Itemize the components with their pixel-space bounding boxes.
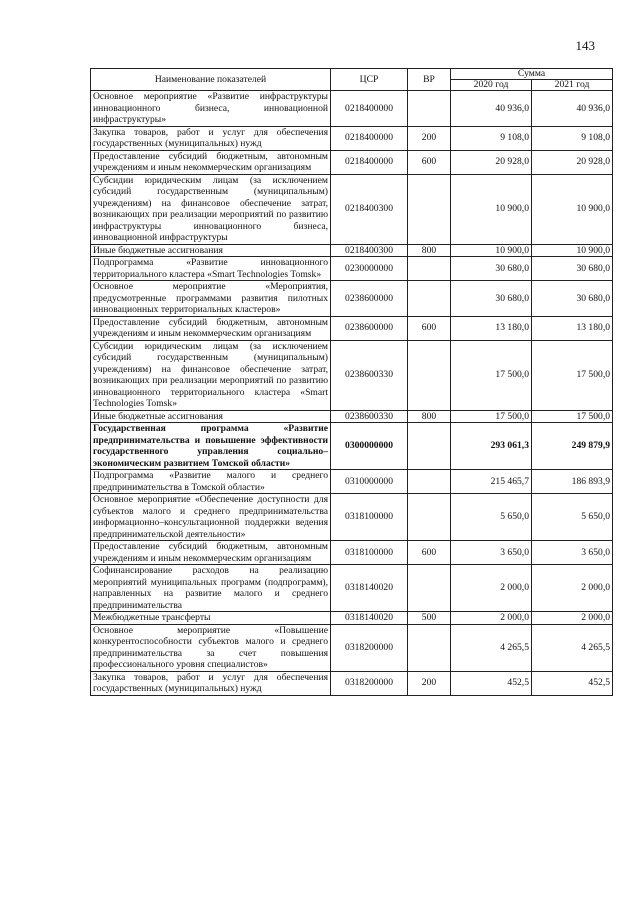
row-name-cell: Подпрограмма «Развитие малого и среднего предпринимательства в Томской области»: [91, 470, 331, 494]
row-csr-cell: 0318100000: [331, 541, 408, 565]
row-vr-cell: 800: [408, 410, 451, 423]
table-row: [91, 624, 613, 671]
row-name-cell: Закупка товаров, работ и услуг для обеспечения государственных (муниципальных) нужд: [91, 671, 331, 695]
row-vr-cell: 600: [408, 541, 451, 565]
page-number: 143: [575, 38, 595, 53]
row-name-cell: Подпрограмма «Развитие инновационного территориального кластера «Smart Technologies Tomsk»: [91, 257, 331, 281]
row-vr-cell: [408, 174, 451, 244]
table-body: [91, 91, 613, 696]
header-year-2021: 2021 год: [532, 80, 613, 91]
row-2020-cell: 17 500,0: [451, 410, 532, 423]
table-row: [91, 410, 613, 423]
row-vr-cell: 200: [408, 126, 451, 150]
table-row: [91, 541, 613, 565]
row-csr-cell: 0238600000: [331, 316, 408, 340]
row-2021-cell: 20 928,0: [532, 150, 613, 174]
table-row: [91, 257, 613, 281]
row-vr-cell: 200: [408, 671, 451, 695]
row-vr-cell: 500: [408, 612, 451, 625]
row-2020-cell: 13 180,0: [451, 316, 532, 340]
row-csr-cell: 0318140020: [331, 565, 408, 612]
row-2020-cell: 293 061,3: [451, 423, 532, 470]
row-2020-cell: 2 000,0: [451, 612, 532, 625]
row-name-cell: Иные бюджетные ассигнования: [91, 410, 331, 423]
row-2020-cell: 30 680,0: [451, 281, 532, 317]
row-csr-cell: 0318140020: [331, 612, 408, 625]
row-2020-cell: 452,5: [451, 671, 532, 695]
row-name-cell: Основное мероприятие «Мероприятия, предусмотренные программами развития пилотных инновационных территориальных кластеров»: [91, 281, 331, 317]
row-name-cell: Основное мероприятие «Обеспечение доступности для субъектов малого и среднего предпринимательства информационно–консультационной поддержки ведения предпринимательской деятельности»: [91, 494, 331, 541]
row-2021-cell: 2 000,0: [532, 612, 613, 625]
row-name-cell: Межбюджетные трансферты: [91, 612, 331, 625]
row-2021-cell: 452,5: [532, 671, 613, 695]
row-name-cell: Иные бюджетные ассигнования: [91, 244, 331, 257]
row-vr-cell: [408, 470, 451, 494]
table-row: [91, 316, 613, 340]
row-csr-cell: 0318100000: [331, 494, 408, 541]
row-vr-cell: [408, 281, 451, 317]
row-csr-cell: 0218400300: [331, 174, 408, 244]
row-2020-cell: 17 500,0: [451, 340, 532, 410]
row-csr-cell: 0230000000: [331, 257, 408, 281]
row-2021-cell: 30 680,0: [532, 257, 613, 281]
row-2021-cell: 10 900,0: [532, 244, 613, 257]
row-csr-cell: 0218400000: [331, 126, 408, 150]
row-2021-cell: 3 650,0: [532, 541, 613, 565]
row-2020-cell: 30 680,0: [451, 257, 532, 281]
row-name-cell: Государственная программа «Развитие предпринимательства и повышение эффективности государственного управления социально–экономическим развитием Томской области»: [91, 423, 331, 470]
row-2021-cell: 5 650,0: [532, 494, 613, 541]
row-2021-cell: 13 180,0: [532, 316, 613, 340]
table-row: [91, 244, 613, 257]
row-csr-cell: 0318200000: [331, 671, 408, 695]
row-2020-cell: 10 900,0: [451, 244, 532, 257]
header-vr: ВР: [408, 69, 451, 91]
header-csr: ЦСР: [331, 69, 408, 91]
table-row: [91, 671, 613, 695]
table-row: [91, 150, 613, 174]
row-csr-cell: 0238600330: [331, 410, 408, 423]
row-vr-cell: [408, 624, 451, 671]
table-row: [91, 126, 613, 150]
row-name-cell: Основное мероприятие «Повышение конкурентоспособности субъектов малого и среднего предпринимательства за счет повышения профессионального уровня специалистов»: [91, 624, 331, 671]
table-row: [91, 470, 613, 494]
row-2021-cell: 186 893,9: [532, 470, 613, 494]
row-2021-cell: 30 680,0: [532, 281, 613, 317]
row-2021-cell: 9 108,0: [532, 126, 613, 150]
table-row: [91, 423, 613, 470]
row-csr-cell: 0300000000: [331, 423, 408, 470]
row-csr-cell: 0238600330: [331, 340, 408, 410]
row-name-cell: Субсидии юридическим лицам (за исключением субсидий государственным (муниципальным) учреждениям) на финансовое обеспечение затрат, возникающих при реализации мероприятий по развитию инновационного территориального кластера «Smart Technologies Tomsk»: [91, 340, 331, 410]
row-2020-cell: 10 900,0: [451, 174, 532, 244]
row-vr-cell: 600: [408, 316, 451, 340]
table-row: [91, 281, 613, 317]
row-2021-cell: 4 265,5: [532, 624, 613, 671]
row-name-cell: Софинансирование расходов на реализацию мероприятий муниципальных программ (подпрограмм), направленных на развитие малого и среднего предпринимательства: [91, 565, 331, 612]
row-vr-cell: [408, 423, 451, 470]
row-vr-cell: 800: [408, 244, 451, 257]
header-year-2020: 2020 год: [451, 80, 532, 91]
row-csr-cell: 0318200000: [331, 624, 408, 671]
row-csr-cell: 0310000000: [331, 470, 408, 494]
row-2020-cell: 4 265,5: [451, 624, 532, 671]
table-row: [91, 565, 613, 612]
row-csr-cell: 0218400300: [331, 244, 408, 257]
row-name-cell: Субсидии юридическим лицам (за исключением субсидий государственным (муниципальным) учреждениям) на финансовое обеспечение затрат, возникающих при реализации мероприятий по развитию инфраструктуры инновационного бизнеса, инновационной инфраструктуры: [91, 174, 331, 244]
table-row: [91, 494, 613, 541]
row-vr-cell: [408, 91, 451, 127]
row-vr-cell: 600: [408, 150, 451, 174]
row-name-cell: Закупка товаров, работ и услуг для обеспечения государственных (муниципальных) нужд: [91, 126, 331, 150]
table-row: [91, 174, 613, 244]
row-vr-cell: [408, 565, 451, 612]
row-2021-cell: 10 900,0: [532, 174, 613, 244]
row-vr-cell: [408, 257, 451, 281]
row-2020-cell: 20 928,0: [451, 150, 532, 174]
row-2020-cell: 9 108,0: [451, 126, 532, 150]
row-2021-cell: 17 500,0: [532, 340, 613, 410]
row-2021-cell: 2 000,0: [532, 565, 613, 612]
table-row: [91, 340, 613, 410]
row-vr-cell: [408, 340, 451, 410]
row-name-cell: Предоставление субсидий бюджетным, автономным учреждениям и иным некоммерческим организациям: [91, 316, 331, 340]
row-csr-cell: 0238600000: [331, 281, 408, 317]
row-2021-cell: 249 879,9: [532, 423, 613, 470]
row-2020-cell: 5 650,0: [451, 494, 532, 541]
row-2020-cell: 2 000,0: [451, 565, 532, 612]
row-2020-cell: 40 936,0: [451, 91, 532, 127]
table-row: [91, 612, 613, 625]
table-row: [91, 91, 613, 127]
row-name-cell: Предоставление субсидий бюджетным, автономным учреждениям и иным некоммерческим организациям: [91, 150, 331, 174]
header-sum: Сумма: [451, 69, 613, 80]
row-name-cell: Предоставление субсидий бюджетным, автономным учреждениям и иным некоммерческим организациям: [91, 541, 331, 565]
row-2021-cell: 17 500,0: [532, 410, 613, 423]
row-name-cell: Основное мероприятие «Развитие инфраструктуры инновационного бизнеса, инновационной инфраструктуры»: [91, 91, 331, 127]
row-csr-cell: 0218400000: [331, 150, 408, 174]
budget-table: [90, 68, 613, 696]
row-vr-cell: [408, 494, 451, 541]
header-name: Наименование показателей: [91, 69, 331, 91]
row-2020-cell: 215 465,7: [451, 470, 532, 494]
row-2020-cell: 3 650,0: [451, 541, 532, 565]
row-csr-cell: 0218400000: [331, 91, 408, 127]
row-2021-cell: 40 936,0: [532, 91, 613, 127]
